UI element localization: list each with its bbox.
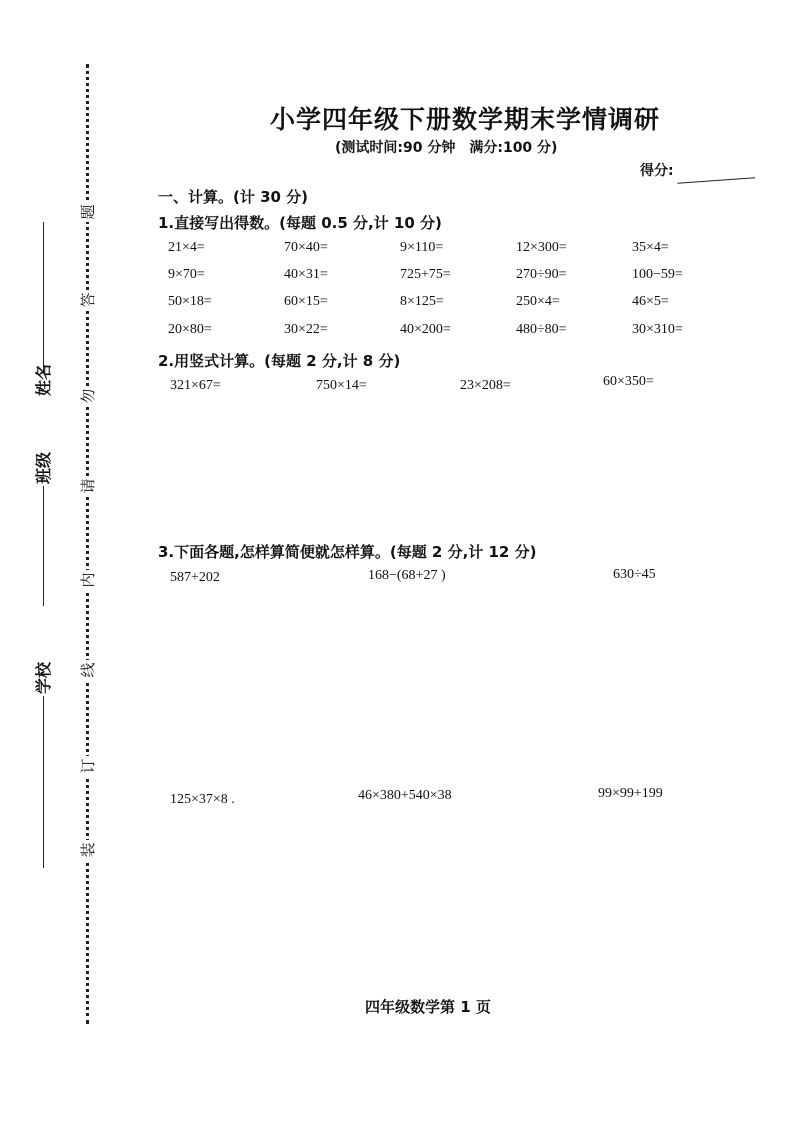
- score-field-line[interactable]: [677, 169, 755, 183]
- seal-char: 订: [78, 756, 98, 776]
- question: 46×380+540×38: [358, 788, 452, 803]
- school-field-line[interactable]: [43, 696, 44, 868]
- question: 9×110=: [400, 240, 444, 255]
- question: 30×22=: [284, 322, 328, 337]
- question: 12×300=: [516, 240, 567, 255]
- question-row: [168, 240, 748, 256]
- name-field-line[interactable]: [43, 222, 44, 372]
- question: 125×37×8 .: [170, 792, 235, 807]
- question: 270÷90=: [516, 267, 567, 282]
- seal-char: 答: [78, 290, 98, 310]
- class-field-line[interactable]: [43, 486, 44, 606]
- school-field-label: 学校: [34, 662, 53, 695]
- question: 630÷45: [613, 567, 656, 582]
- question: 750×14=: [316, 378, 367, 393]
- question: 9×70=: [168, 267, 205, 282]
- section-heading: 一、计算。(计 30 分): [158, 188, 309, 206]
- exam-info: (测试时间:90 分钟 满分:100 分): [335, 140, 558, 156]
- seal-char: 装: [78, 840, 98, 860]
- question: 100−59=: [632, 267, 683, 282]
- page-footer: 四年级数学第 1 页: [365, 998, 491, 1016]
- question: 21×4=: [168, 240, 205, 255]
- question: 40×31=: [284, 267, 328, 282]
- seal-char: 勿: [78, 386, 98, 406]
- question: 8×125=: [400, 294, 444, 309]
- question: 587+202: [170, 570, 220, 585]
- question-row: [168, 322, 748, 338]
- question: 50×18=: [168, 294, 212, 309]
- question: 321×67=: [170, 378, 221, 393]
- question: 35×4=: [632, 240, 669, 255]
- part3-heading: 3.下面各题,怎样算简便就怎样算。(每题 2 分,计 12 分): [158, 543, 537, 561]
- question: 99×99+199: [598, 786, 663, 801]
- class-field-label: 班级: [34, 452, 53, 485]
- question: 30×310=: [632, 322, 683, 337]
- name-field-label: 姓名: [34, 364, 53, 397]
- seal-char: 请: [78, 476, 98, 496]
- question: 23×208=: [460, 378, 511, 393]
- question: 60×350=: [603, 374, 654, 389]
- score-label: 得分:: [640, 163, 674, 179]
- seal-char: 线: [78, 660, 98, 680]
- question: 250×4=: [516, 294, 560, 309]
- question: 20×80=: [168, 322, 212, 337]
- question: 168−(68+27 ): [368, 568, 446, 583]
- question: 480÷80=: [516, 322, 567, 337]
- question: 40×200=: [400, 322, 451, 337]
- part1-heading: 1.直接写出得数。(每题 0.5 分,计 10 分): [158, 214, 442, 232]
- seal-char: 题: [78, 202, 98, 222]
- question-row: [168, 267, 748, 283]
- question-row: [168, 294, 748, 310]
- seal-char: 内: [78, 570, 98, 590]
- question: 60×15=: [284, 294, 328, 309]
- question: 725+75=: [400, 267, 451, 282]
- question: 46×5=: [632, 294, 669, 309]
- question: 70×40=: [284, 240, 328, 255]
- page-title: 小学四年级下册数学期末学情调研: [269, 105, 660, 134]
- part2-heading: 2.用竖式计算。(每题 2 分,计 8 分): [158, 352, 401, 370]
